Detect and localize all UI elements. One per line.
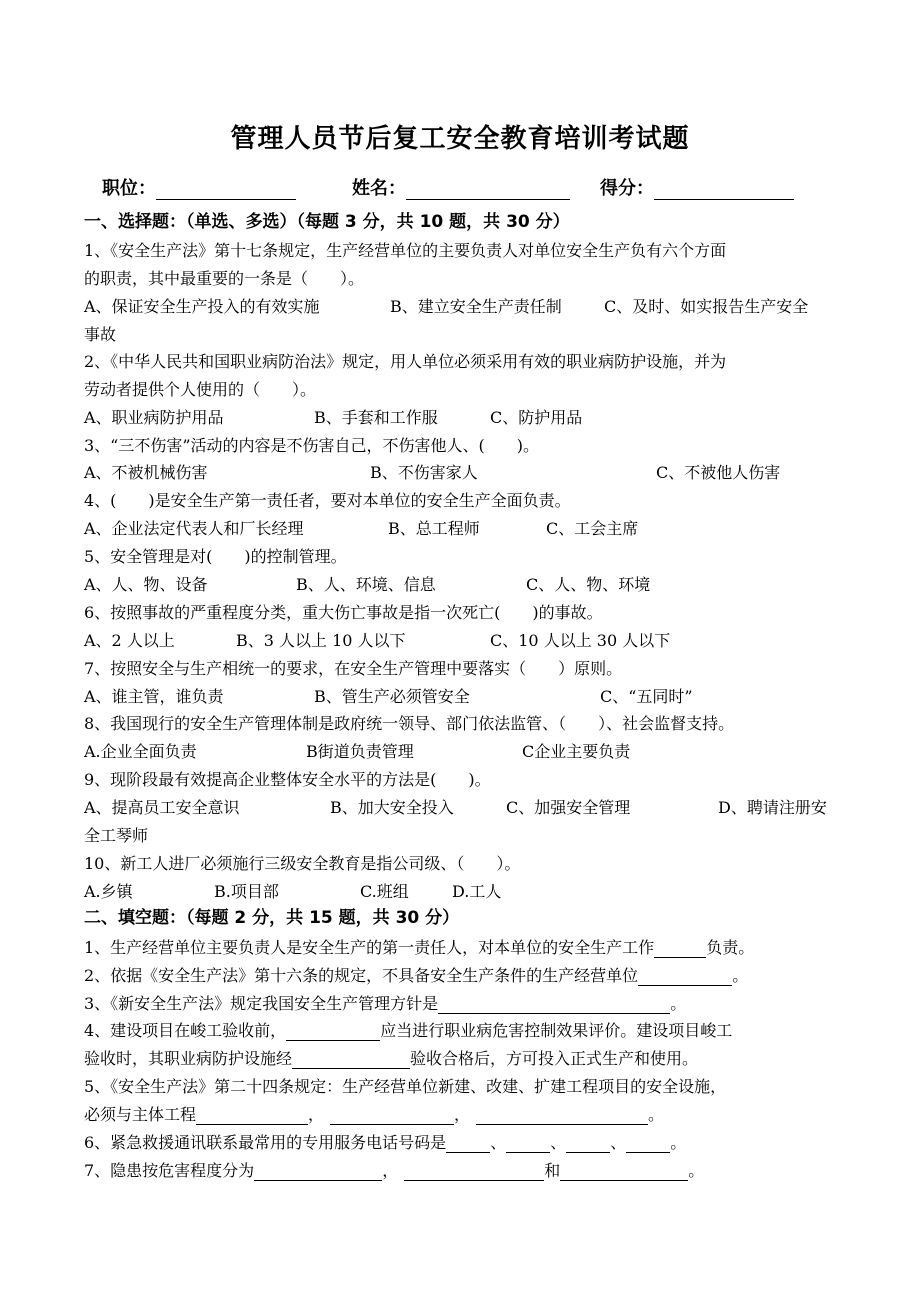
- q8-option-a[interactable]: A.企业全面负责: [84, 742, 197, 761]
- f2-text-post: 。: [732, 966, 749, 985]
- f3-text-post: 。: [670, 994, 687, 1013]
- q1-option-b[interactable]: B、建立安全生产责任制: [390, 297, 562, 316]
- f5-line1: 5、《安全生产法》第二十四条规定：生产经营单位新建、改建、扩建工程项目的安全设施，: [84, 1077, 727, 1096]
- f5-blank1[interactable]: [196, 1108, 308, 1125]
- f5-blank2[interactable]: [330, 1108, 454, 1125]
- f4-text-mid: 应当进行职业病危害控制效果评价。建设项目峻工: [380, 1021, 733, 1040]
- f4-line1: [84, 1021, 732, 1041]
- f6-blank3[interactable]: [566, 1136, 610, 1153]
- q1-line1: 1、《安全生产法》第十七条规定，生产经营单位的主要负责人对单位安全生产负有六个方面: [84, 241, 727, 260]
- f4-text-l2post: 验收合格后，方可投入正式生产和使用。: [410, 1049, 699, 1068]
- q5-option-a[interactable]: A、人、物、设备: [84, 575, 208, 594]
- q9-line1: 9、现阶段最有效提高企业整体安全水平的方法是( )。: [84, 770, 491, 789]
- f3-text-pre: 3、《新安全生产法》规定我国安全生产管理方针是: [84, 994, 439, 1013]
- f1-text-pre: 1、生产经营单位主要负责人是安全生产的第一责任人，对本单位的安全生产工作: [84, 938, 655, 957]
- q8-option-c[interactable]: C企业主要负责: [522, 742, 631, 761]
- f6-line: [84, 1133, 686, 1153]
- f5-text-pre: 必须与主体工程: [84, 1105, 197, 1124]
- position-label: 职位：: [102, 178, 156, 199]
- q3-option-a[interactable]: A、不被机械伤害: [84, 463, 208, 482]
- q9-option-d-cont: 全工琴师: [84, 826, 149, 845]
- q4-option-c[interactable]: C、工会主席: [546, 519, 639, 538]
- q10-option-d[interactable]: D.工人: [452, 882, 502, 901]
- q1-option-c[interactable]: C、及时、如实报告生产安全: [604, 297, 809, 316]
- q2-option-c[interactable]: C、防护用品: [490, 408, 583, 427]
- q9-option-d[interactable]: D、聘请注册安: [718, 798, 827, 817]
- section1-heading: 一、选择题：（单选、多选）（每题 3 分，共 10 题，共 30 分）: [84, 212, 570, 232]
- q3-option-b[interactable]: B、不伤害家人: [370, 463, 478, 482]
- f6-sep1: 、: [490, 1133, 507, 1152]
- f5-blank3[interactable]: [476, 1108, 648, 1125]
- f7-sep: ，: [382, 1161, 399, 1180]
- q10-option-b[interactable]: B.项目部: [214, 882, 279, 901]
- f7-text-post: 。: [688, 1161, 705, 1180]
- f7-blank1[interactable]: [254, 1164, 382, 1181]
- q10-option-a[interactable]: A.乡镇: [84, 882, 133, 901]
- f5-line2: [84, 1105, 664, 1125]
- position-blank[interactable]: [156, 181, 296, 200]
- f1-text-post: 负责。: [706, 938, 755, 957]
- q6-option-b[interactable]: B、3 人以上 10 人以下: [236, 631, 406, 650]
- q8-line1: 8、我国现行的安全生产管理体制是政府统一领导、部门依法监管、（ ）、社会监督支持。: [84, 714, 735, 733]
- f6-text-post: 。: [670, 1133, 687, 1152]
- score-blank[interactable]: [654, 181, 794, 200]
- q6-line1: 6、按照事故的严重程度分类，重大伤亡事故是指一次死亡( )的事故。: [84, 603, 603, 622]
- f7-line: [84, 1161, 704, 1181]
- q5-option-b[interactable]: B、人、环境、信息: [296, 575, 436, 594]
- name-label: 姓名：: [352, 178, 406, 199]
- f3-line: [84, 994, 686, 1014]
- q4-line1: 4、( )是安全生产第一责任者，要对本单位的安全生产全面负责。: [84, 491, 571, 510]
- q2-line1: 2、《中华人民共和国职业病防治法》规定，用人单位必须采用有效的职业病防护设施，并为: [84, 352, 727, 371]
- q6-option-a[interactable]: A、2 人以上: [84, 631, 175, 650]
- section2-heading: 二、填空题：（每题 2 分，共 15 题，共 30 分）: [84, 908, 460, 928]
- f4-text-pre: 4、建设项目在峻工验收前，: [84, 1021, 287, 1040]
- name-blank[interactable]: [406, 181, 570, 200]
- f7-blank3[interactable]: [560, 1164, 688, 1181]
- f5-sep2: ，: [454, 1105, 471, 1124]
- f3-blank[interactable]: [438, 997, 670, 1014]
- q4-option-b[interactable]: B、总工程师: [388, 519, 480, 538]
- f6-blank1[interactable]: [446, 1136, 490, 1153]
- f4-line2: [84, 1049, 698, 1069]
- f6-blank4[interactable]: [626, 1136, 670, 1153]
- f2-blank[interactable]: [638, 969, 732, 986]
- q7-option-b[interactable]: B、管生产必须管安全: [314, 687, 470, 706]
- f2-text-pre: 2、依据《安全生产法》第十六条的规定，不具备安全生产条件的生产经营单位: [84, 966, 639, 985]
- q10-option-c[interactable]: C.班组: [360, 882, 409, 901]
- f4-text-l2pre: 验收时，其职业病防护设施经: [84, 1049, 293, 1068]
- q9-option-b[interactable]: B、加大安全投入: [330, 798, 454, 817]
- f4-blank1[interactable]: [286, 1024, 380, 1041]
- q10-line1: 10、新工人进厂必须施行三级安全教育是指公司级、（ ）。: [84, 854, 521, 873]
- q7-option-a[interactable]: A、谁主管，谁负责: [84, 687, 224, 706]
- f2-line: [84, 966, 748, 986]
- q8-option-b[interactable]: B街道负责管理: [306, 742, 414, 761]
- f5-text-post: 。: [648, 1105, 665, 1124]
- f5-sep1: ，: [308, 1105, 325, 1124]
- q5-option-c[interactable]: C、人、物、环境: [526, 575, 651, 594]
- q9-option-a[interactable]: A、提高员工安全意识: [84, 798, 240, 817]
- f7-blank2[interactable]: [404, 1164, 544, 1181]
- q4-option-a[interactable]: A、企业法定代表人和厂长经理: [84, 519, 304, 538]
- q2-option-a[interactable]: A、职业病防护用品: [84, 408, 224, 427]
- f6-sep2: 、: [550, 1133, 567, 1152]
- q1-option-c-cont: 事故: [84, 325, 117, 344]
- f7-text-pre: 7、隐患按危害程度分为: [84, 1161, 255, 1180]
- q7-line1: 7、按照安全与生产相统一的要求，在安全生产管理中要落实（ ）原则。: [84, 659, 623, 678]
- q3-option-c[interactable]: C、不被他人伤害: [656, 463, 781, 482]
- q1-line2: 的职责，其中最重要的一条是（ ）。: [84, 269, 365, 288]
- f6-text-pre: 6、紧急救援通讯联系最常用的专用服务电话号码是: [84, 1133, 447, 1152]
- f1-blank[interactable]: [654, 941, 706, 958]
- f4-blank2[interactable]: [292, 1052, 410, 1069]
- q1-option-a[interactable]: A、保证安全生产投入的有效实施: [84, 297, 320, 316]
- f6-sep3: 、: [610, 1133, 627, 1152]
- position-field: [102, 174, 296, 200]
- f7-and: 和: [544, 1161, 561, 1180]
- q2-line2: 劳动者提供个人使用的（ ）。: [84, 380, 317, 399]
- score-field: [600, 174, 794, 200]
- q9-option-c[interactable]: C、加强安全管理: [506, 798, 631, 817]
- q5-line1: 5、安全管理是对( )的控制管理。: [84, 547, 347, 566]
- f1-line: [84, 938, 754, 958]
- q7-option-c[interactable]: C、“五同时”: [600, 687, 693, 706]
- f6-blank2[interactable]: [506, 1136, 550, 1153]
- page-title: 管理人员节后复工安全教育培训考试题: [230, 124, 690, 154]
- q6-option-c[interactable]: C、10 人以上 30 人以下: [490, 631, 671, 650]
- score-label: 得分：: [600, 178, 654, 199]
- q2-option-b[interactable]: B、手套和工作服: [314, 408, 438, 427]
- name-field: [352, 174, 570, 200]
- q3-line1: 3、“三不伤害”活动的内容是不伤害自己，不伤害他人、( )。: [84, 436, 540, 455]
